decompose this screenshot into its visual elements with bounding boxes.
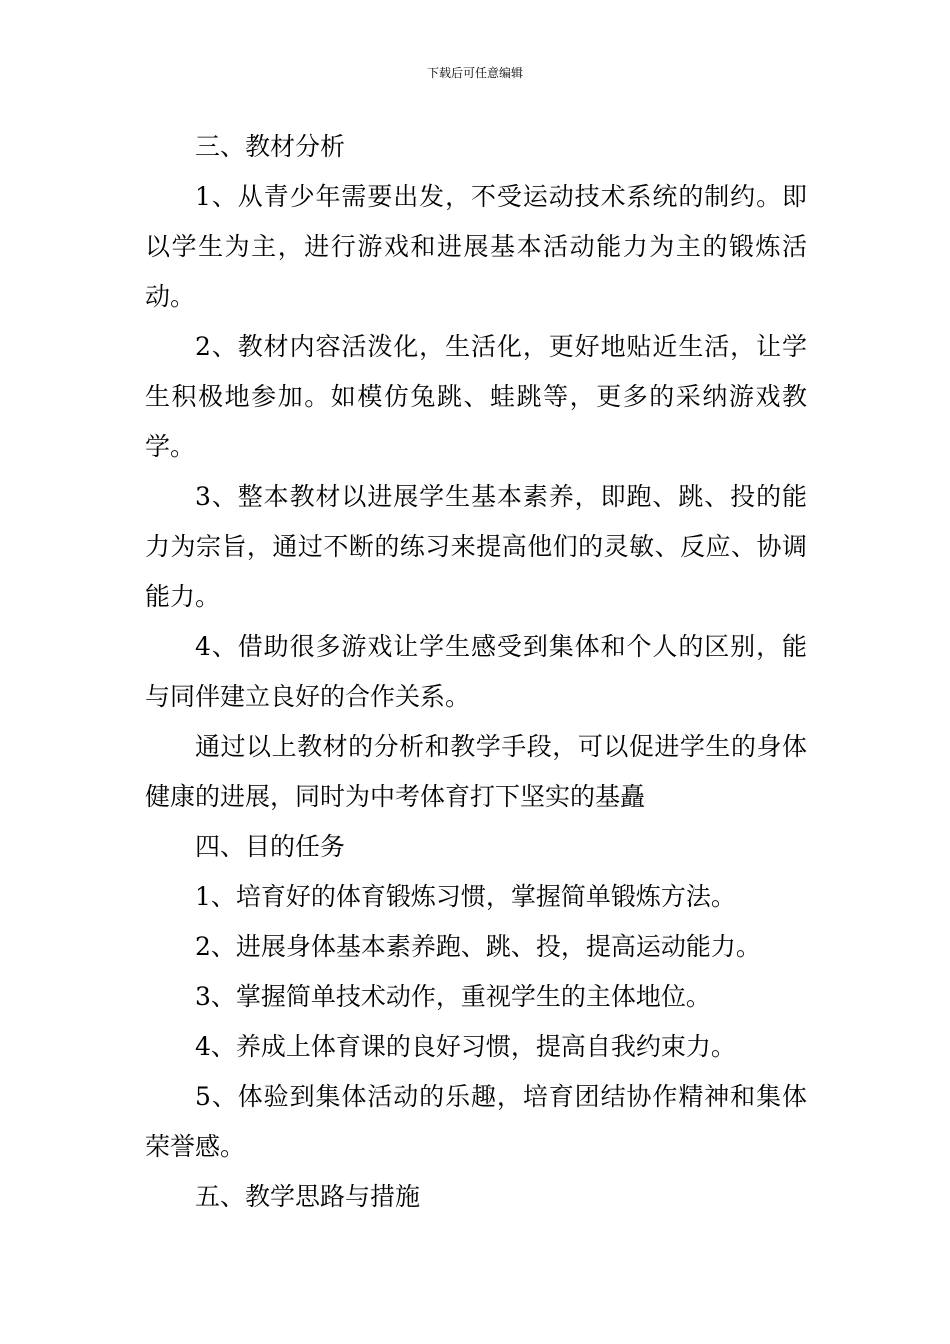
section-heading-objectives: 四、目的任务 <box>195 832 346 861</box>
list-item: 2、进展身体基本素养跑、跳、投，提高运动能力。 <box>195 932 761 961</box>
paragraph: 3、整本教材以进展学生基本素养，即跑、跳、投的能力为宗旨，通过不断的练习来提高他们的灵敏、反应、协调能力。 <box>145 482 807 611</box>
document-body <box>145 122 807 1222</box>
list-item: 3、掌握简单技术动作，重视学生的主体地位。 <box>195 982 711 1011</box>
list-item: 1、培育好的体育锻炼习惯，掌握简单锻炼方法。 <box>195 882 736 911</box>
paragraph: 1、从青少年需要出发，不受运动技术系统的制约。即以学生为主，进行游戏和进展基本活动能力为主的锻炼活动。 <box>145 182 807 311</box>
list-item: 4、养成上体育课的良好习惯，提高自我约束力。 <box>195 1032 736 1061</box>
paragraph: 2、教材内容活泼化，生活化，更好地贴近生活，让学生积极地参加。如模仿兔跳、蛙跳等，更多的采纳游戏教学。 <box>145 332 807 461</box>
paragraph: 通过以上教材的分析和教学手段，可以促进学生的身体健康的进展，同时为中考体育打下坚实的基矗 <box>145 732 807 811</box>
paragraph: 4、借助很多游戏让学生感受到集体和个人的区别，能与同伴建立良好的合作关系。 <box>145 632 807 711</box>
page-header: 下载后可任意编辑 <box>426 66 523 80</box>
section-heading-teaching-approach: 五、教学思路与措施 <box>195 1182 421 1211</box>
list-item: 5、体验到集体活动的乐趣，培育团结协作精神和集体荣誉感。 <box>145 1082 807 1161</box>
section-heading-materials-analysis: 三、教材分析 <box>195 132 346 161</box>
